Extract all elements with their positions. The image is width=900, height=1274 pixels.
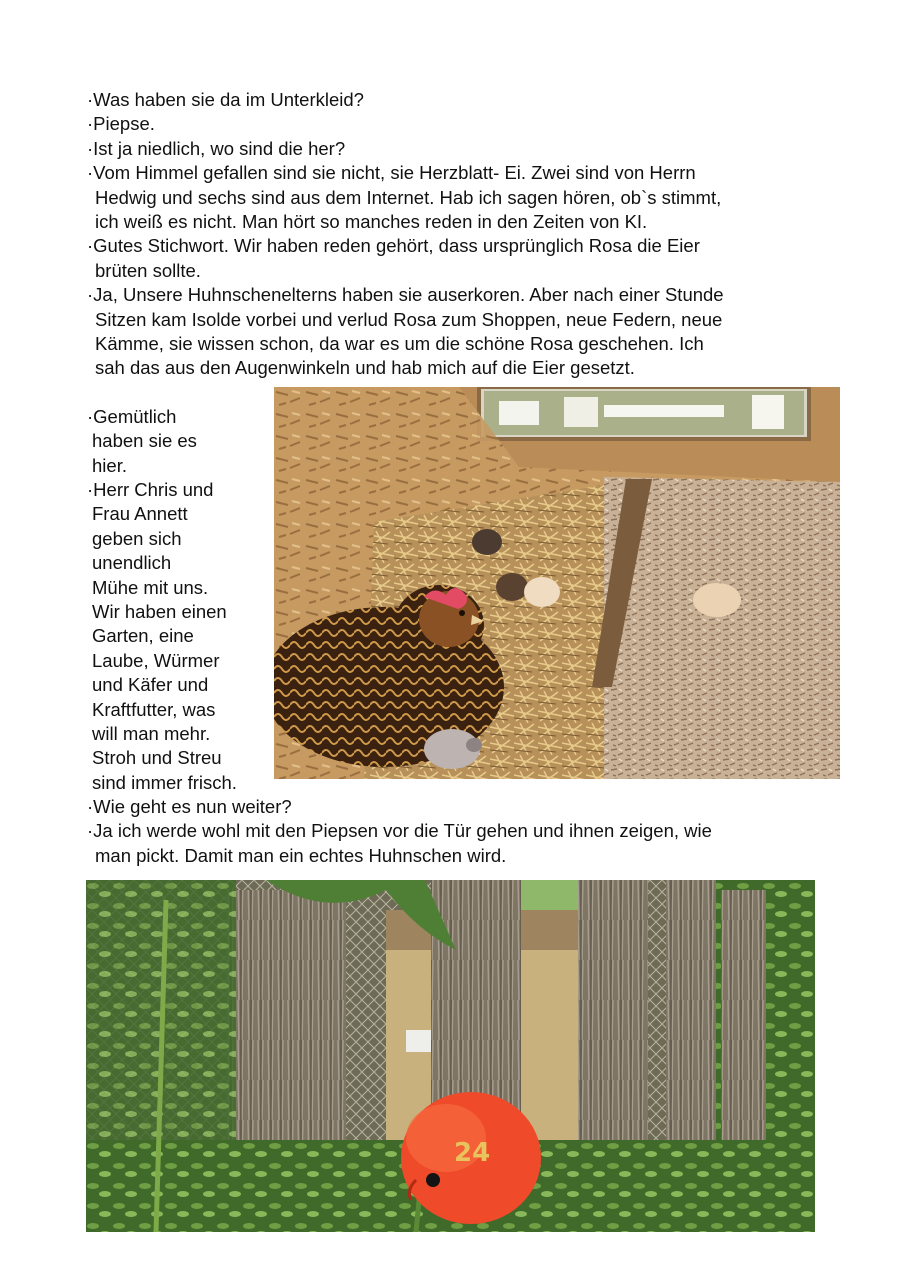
hen-with-chicks-photo [274,387,840,779]
dialog-line: haben sie es [92,430,197,451]
dialog-line: Hedwig und sechs sind aus dem Internet. Hab ich sagen hören, ob`s stimmt, [95,187,722,208]
dialog-line: Sitzen kam Isolde vorbei und verlud Rosa zum Shoppen, neue Federn, neue [95,309,723,330]
dialog-line: Stroh und Streu [92,747,222,768]
garden-photo-illustration [86,880,815,1232]
dialog-line: · Ja, Unsere Huhnschenelterns haben sie auserkoren. Aber nach einer Stunde [87,283,724,308]
dialog-line: geben sich [92,528,182,549]
dialog-line: · Ja ich werde wohl mit den Piepsen vor die Tür gehen und ihnen zeigen, wie [87,819,712,844]
dialog-line: und Käfer und [92,674,209,695]
dialog-line: Laube, Würmer [92,650,220,671]
dialog-line: hier. [92,455,127,476]
dialog-line: · Gemütlich [87,405,176,430]
hen-photo-illustration [274,387,840,779]
dialog-line: · Gutes Stichwort. Wir haben reden gehört, dass ursprünglich Rosa die Eier [87,234,700,259]
dialog-line: · Piepse. [87,112,155,137]
dialog-line: unendlich [92,552,172,573]
page-number: 24 [454,1138,491,1168]
dialog-line: brüten sollte. [95,260,201,281]
dialog-line: · Was haben sie da im Unterkleid? [87,88,364,113]
dialog-line: · Wie geht es nun weiter? [87,795,292,820]
dialog-line: man pickt. Damit man ein echtes Huhnschen wird. [95,845,507,866]
dialog-line: will man mehr. [92,723,211,744]
dialog-line: sah das aus den Augenwinkeln und hab mich auf die Eier gesetzt. [95,357,635,378]
dialog-line: Wir haben einen [92,601,227,622]
dialog-line: Kämme, sie wissen schon, da war es um die schöne Rosa geschehen. Ich [95,333,704,354]
dialog-line: · Ist ja niedlich, wo sind die her? [87,137,345,162]
dialog-line: Kraftfutter, was [92,699,216,720]
dialog-line: ich weiß es nicht. Man hört so manches reden in den Zeiten von KI. [95,211,648,232]
dialog-line: Garten, eine [92,625,194,646]
dialog-line: sind immer frisch. [92,772,237,793]
dialog-line: Frau Annett [92,503,188,524]
dialog-line: · Vom Himmel gefallen sind sie nicht, sie Herzblatt- Ei. Zwei sind von Herrn [87,161,696,186]
poppy-garden-photo [86,880,815,1232]
dialog-line: Mühe mit uns. [92,577,209,598]
dialog-line: · Herr Chris und [87,478,213,503]
